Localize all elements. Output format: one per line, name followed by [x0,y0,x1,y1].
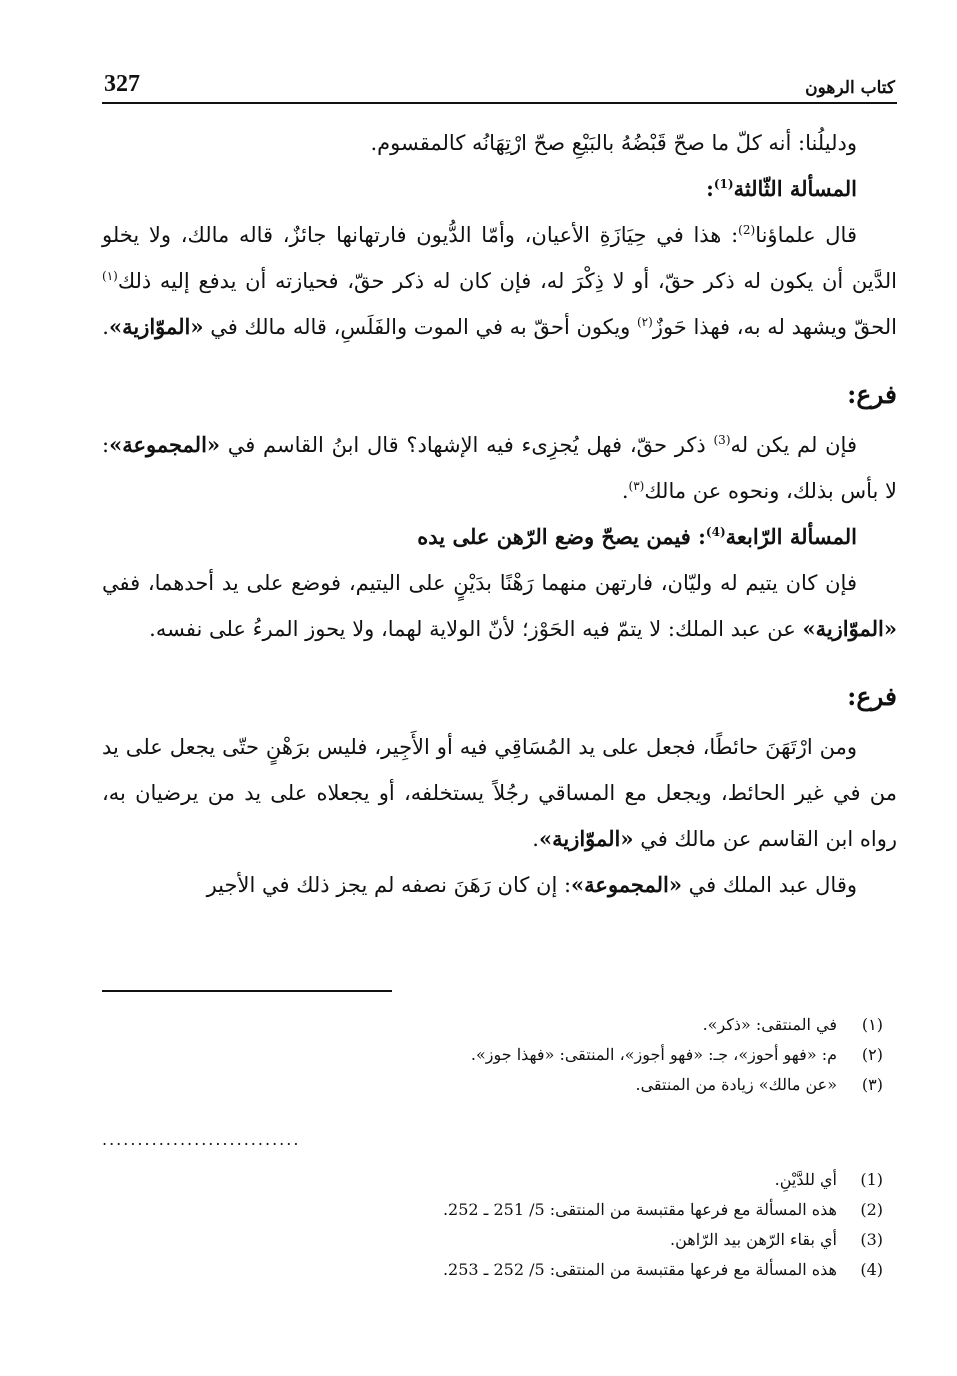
book-citation: «المجموعة» [571,872,682,897]
footnote-text: «عن مالك» زيادة من المنتقى. [635,1075,837,1094]
paragraph-4 [102,560,897,652]
text-run: : هذا في حِيَازَةِ الأعيان، وأمّا الدُّيون فارتهانها جائزٌ، قاله مالك، ولا يخلو الدَّين أن يكون له ذكر حقّ، أو لا ذِكْرَ له، فإن كان له ذكر حقّ، فحيازته أن يدفع إليه ذلك [102,223,897,293]
book-title: كتاب الرهون [805,78,895,98]
footnote [102,1165,897,1195]
footnote-number: (2) [860,1200,883,1219]
text-run: . [102,315,109,339]
footnote-ref: (٢) [636,315,653,329]
footnote-text: م: «فهو أحوز»، جـ: «فهو أجوز»، المنتقى: «فهذا جوز». [470,1045,837,1064]
text-run: عن عبد الملك: لا يتمّ فيه الحَوْز؛ لأنّ الولاية لهما، ولا يحوز المرءُ على نفسه. [149,617,803,641]
editor-footnotes [102,1165,897,1285]
footnote [102,1255,897,1285]
footnote-ref: (2) [738,223,756,237]
footnotes-area [102,990,897,1285]
footnote [102,1070,897,1100]
heading-tail: : [706,176,714,201]
footnote [102,1040,897,1070]
paragraph-2 [102,212,897,350]
footnote-ref: (٣) [628,479,645,493]
text-run: . [532,827,539,851]
heading-tail: : فيمن يصحّ وضع الرّهن على يده [417,524,706,549]
book-citation: «الموّازية» [538,826,634,851]
page [102,70,897,1310]
original-footnotes [102,1010,897,1100]
footnote-number: (4) [860,1260,883,1279]
paragraph-5 [102,724,897,862]
text-run: ومن ارْتَهَنَ حائطًا، فجعل على يد المُسَاقِي فيه أو الأَجِير، فليس برَهْنٍ حتّى يجعل على يد من في غير الحائط، ويجعل مع المساقي رجُلاً يستخلفه، أو يجعلاه على يد من يرضيان به، رواه ابن القاسم عن مالك في [102,735,897,851]
text-run: الحقّ ويشهد له به، فهذا حَوزٌ [652,315,897,339]
paragraph-3 [102,422,897,514]
footnote-text: أي بقاء الرّهن بيد الرّاهن. [670,1230,837,1249]
text-run: وقال عبد الملك في [682,873,857,897]
text-run: فإن كان يتيم له وليّان، فارتهن منهما رَهْنًا بدَيْنٍ على اليتيم، فوضع على يد أحدهما، ففي [102,571,857,595]
footnote-ref: (3) [713,433,731,447]
dotted-separator: ............................ [102,1130,301,1149]
footnote [102,1010,897,1040]
text-run: : لا بأس بذلك، ونحوه عن مالك [102,433,897,503]
running-head [102,70,897,104]
text-run: ذكر حقّ، فهل يُجزِىء فيه الإشهاد؟ قال ابنُ القاسم في [220,433,714,457]
section-heading-3 [102,166,897,212]
subsection-heading: فرع: [847,682,897,711]
footnote-text: أي للدَّيْنِ. [774,1170,837,1189]
footnote-number: (١) [861,1015,883,1034]
footnote-ref: (١) [102,269,118,283]
book-citation: «الموّازية» [108,314,204,339]
paragraph-6 [102,862,897,908]
text-run: : إن كان رَهَنَ نصفه لم يجز ذلك في الأجير [206,873,572,897]
text-run: . [621,479,629,503]
text-run: ويكون أحقّ به في الموت والفَلَسِ، قاله مالك في [203,315,637,339]
footnote [102,1225,897,1255]
footnote [102,1195,897,1225]
heading-title: المسألة الرّابعة [725,524,857,549]
footnote-text: هذه المسألة مع فرعها مقتبسة من المنتقى: 5/ 252 ـ 253. [442,1260,837,1279]
footnote-text: في المنتقى: «ذكر». [702,1015,837,1034]
book-citation: «الموّازية» [802,616,897,641]
footnote-number: (٢) [861,1045,883,1064]
text-run: قال علماؤنا [755,223,857,247]
paragraph-1: ودليلُنا: أنه كلّ ما صحّ قَبْضُهُ بالبَيْعِ صحّ ارْتِهَانُه كالمقسوم. [370,131,857,155]
text-run: فإن لم يكن له [730,433,857,457]
footnote-ref: (4) [705,525,726,539]
footnote-ref: (1) [713,177,734,191]
page-number: 327 [104,71,140,97]
book-citation: «المجموعة» [109,432,221,457]
section-heading-4 [102,514,897,560]
footnote-number: (٣) [861,1075,883,1094]
footnote-rule [102,990,392,992]
body-text [102,120,897,908]
heading-title: المسألة الثّالثة [733,176,857,201]
footnote-text: هذه المسألة مع فرعها مقتبسة من المنتقى: 5/ 251 ـ 252. [442,1200,837,1219]
footnote-number: (3) [860,1230,883,1249]
subsection-heading: فرع: [847,380,897,409]
footnote-number: (1) [860,1170,883,1189]
